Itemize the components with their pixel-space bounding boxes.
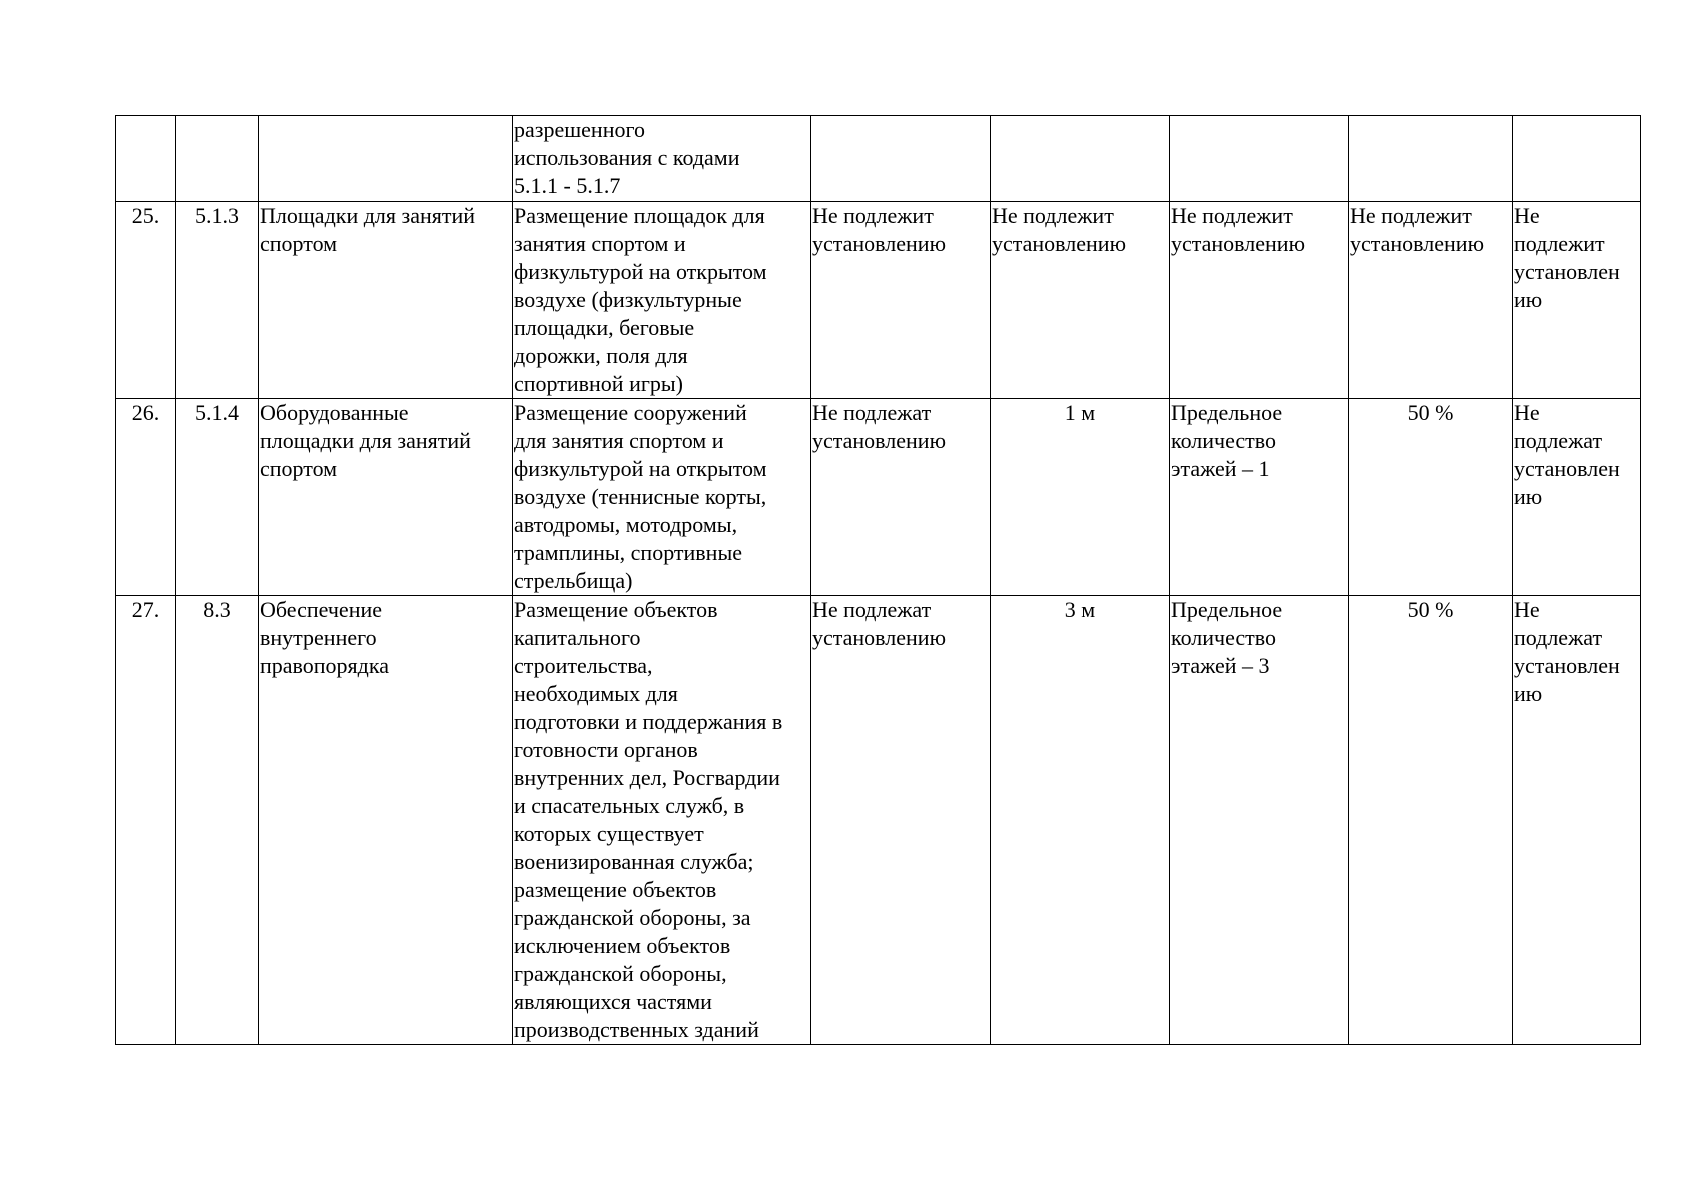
floors-cell: Предельное количество этажей – 1 — [1170, 399, 1349, 596]
use-description-cell: разрешенного использования с кодами 5.1.1 - 5.1.7 — [513, 116, 811, 202]
row-number-cell: 25. — [116, 202, 176, 399]
setback-cell: Не подлежит установлению — [991, 202, 1170, 399]
floors-cell — [1170, 116, 1349, 202]
table-row — [116, 399, 1641, 596]
row-number-cell: 26. — [116, 399, 176, 596]
use-name-cell: Обеспечение внутреннего правопорядка — [259, 596, 513, 1045]
other-params-cell: Не подлежит установлен ию — [1513, 202, 1641, 399]
use-code-cell — [176, 116, 259, 202]
other-params-cell: Не подлежат установлен ию — [1513, 399, 1641, 596]
setback-cell — [991, 116, 1170, 202]
land-use-regulations-table — [115, 115, 1641, 1045]
table-row-continuation — [116, 116, 1641, 202]
plot-size-cell: Не подлежат установлению — [811, 596, 991, 1045]
other-params-cell — [1513, 116, 1641, 202]
coverage-cell: Не подлежит установлению — [1349, 202, 1513, 399]
plot-size-cell: Не подлежат установлению — [811, 399, 991, 596]
setback-cell: 1 м — [991, 399, 1170, 596]
plot-size-cell — [811, 116, 991, 202]
coverage-cell — [1349, 116, 1513, 202]
table-row — [116, 596, 1641, 1045]
use-description-cell: Размещение объектов капитального строительства, необходимых для подготовки и поддержания в готовности органов внутренних дел, Росгвардии и спасательных служб, в которых существует военизированная служба; размещение объектов гражданской обороны, за исключением объектов гражданской обороны, являющихся частями производственных зданий — [513, 596, 811, 1045]
other-params-cell: Не подлежат установлен ию — [1513, 596, 1641, 1045]
use-code-cell: 5.1.4 — [176, 399, 259, 596]
use-name-cell: Оборудованные площадки для занятий спортом — [259, 399, 513, 596]
use-name-cell — [259, 116, 513, 202]
row-number-cell: 27. — [116, 596, 176, 1045]
use-description-cell: Размещение сооружений для занятия спортом и физкультурой на открытом воздухе (теннисные корты, автодромы, мотодромы, трамплины, спортивные стрельбища) — [513, 399, 811, 596]
floors-cell: Предельное количество этажей – 3 — [1170, 596, 1349, 1045]
use-name-cell: Площадки для занятий спортом — [259, 202, 513, 399]
coverage-cell: 50 % — [1349, 399, 1513, 596]
row-number-cell — [116, 116, 176, 202]
floors-cell: Не подлежит установлению — [1170, 202, 1349, 399]
coverage-cell: 50 % — [1349, 596, 1513, 1045]
use-code-cell: 5.1.3 — [176, 202, 259, 399]
use-code-cell: 8.3 — [176, 596, 259, 1045]
plot-size-cell: Не подлежит установлению — [811, 202, 991, 399]
setback-cell: 3 м — [991, 596, 1170, 1045]
use-description-cell: Размещение площадок для занятия спортом и физкультурой на открытом воздухе (физкультурные площадки, беговые дорожки, поля для спортивной игры) — [513, 202, 811, 399]
table-row — [116, 202, 1641, 399]
